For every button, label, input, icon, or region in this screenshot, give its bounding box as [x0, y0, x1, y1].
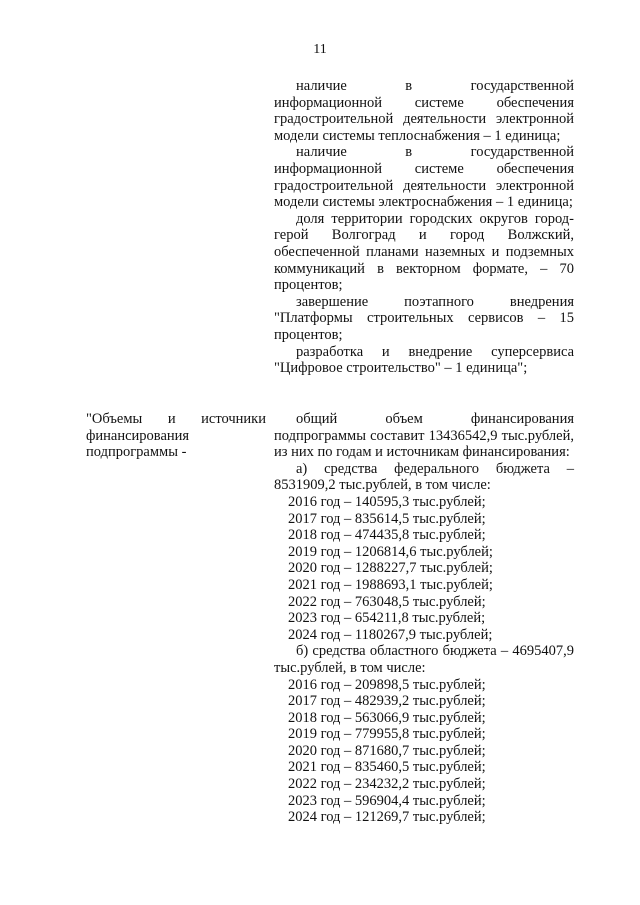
regional-year-item: 2021 год – 835460,5 тыс.рублей;: [288, 759, 486, 776]
regional-budget-header: б) средства областного бюджета – 4695407,9 тыс.рублей, в том числе:: [274, 643, 574, 676]
indicator-superservice: разработка и внедрение суперсервиса "Цифровое строительство" – 1 единица";: [274, 343, 574, 377]
federal-year-item: 2017 год – 835614,5 тыс.рублей;: [288, 510, 486, 527]
indicator-power-model: наличие в государственной информационной системе обеспечения градостроительной деятельности электронной модели системы электроснабжения – 1 единица;: [274, 144, 574, 211]
regional-year-item: 2023 год – 596904,4 тыс.рублей;: [288, 792, 486, 809]
regional-years-list: [274, 677, 574, 826]
financing-intro: общий объем финансирования подпрограммы составит 13436542,9 тыс.рублей, из них по годам и источникам финансирования:: [274, 411, 574, 461]
regional-year-item: 2016 год – 209898,5 тыс.рублей;: [288, 676, 486, 693]
federal-year-item: 2024 год – 1180267,9 тыс.рублей;: [288, 626, 493, 643]
financing-label-cell: [86, 411, 266, 461]
federal-year-item: 2023 год – 654211,8 тыс.рублей;: [288, 610, 486, 627]
indicator-territory-share: доля территории городских округов город-герой Волгоград и город Волжский, обеспеченной планами наземных и подземных коммуникаций в векторном формате, – 70 процентов;: [274, 210, 574, 294]
page-number: 11: [313, 42, 327, 57]
regional-year-item: 2022 год – 234232,2 тыс.рублей;: [288, 776, 486, 793]
regional-year-item: 2024 год – 121269,7 тыс.рублей;: [288, 809, 486, 826]
regional-year-item: 2017 год – 482939,2 тыс.рублей;: [288, 693, 486, 710]
federal-year-item: 2022 год – 763048,5 тыс.рублей;: [288, 593, 486, 610]
regional-year-item: 2020 год – 871680,7 тыс.рублей;: [288, 742, 486, 759]
federal-years-list: [274, 494, 574, 643]
federal-budget-header: а) средства федерального бюджета – 8531909,2 тыс.рублей, в том числе:: [274, 460, 574, 494]
federal-year-item: 2018 год – 474435,8 тыс.рублей;: [288, 527, 486, 544]
federal-year-item: 2019 год – 1206814,6 тыс.рублей;: [288, 543, 493, 560]
federal-year-item: 2021 год – 1988693,1 тыс.рублей;: [288, 576, 493, 593]
indicator-heat-model: наличие в государственной информационной системе обеспечения градостроительной деятельности электронной модели системы теплоснабжения – 1 единица;: [274, 78, 574, 144]
financing-label: [86, 411, 266, 461]
financing-label-text: "Объемы и источники финансирования подпрограммы: [86, 411, 266, 461]
federal-year-item: 2020 год – 1288227,7 тыс.рублей;: [288, 560, 493, 577]
indicator-platform: завершение поэтапного внедрения "Платформы строительных сервисов – 15 процентов;: [274, 293, 574, 343]
indicators-block: [274, 78, 574, 377]
federal-year-item: 2016 год – 140595,3 тыс.рублей;: [288, 493, 486, 510]
regional-year-item: 2018 год – 563066,9 тыс.рублей;: [288, 709, 486, 726]
regional-year-item: 2019 год – 779955,8 тыс.рублей;: [288, 726, 486, 743]
financing-label-dash: -: [181, 444, 187, 461]
financing-block: [274, 411, 574, 826]
